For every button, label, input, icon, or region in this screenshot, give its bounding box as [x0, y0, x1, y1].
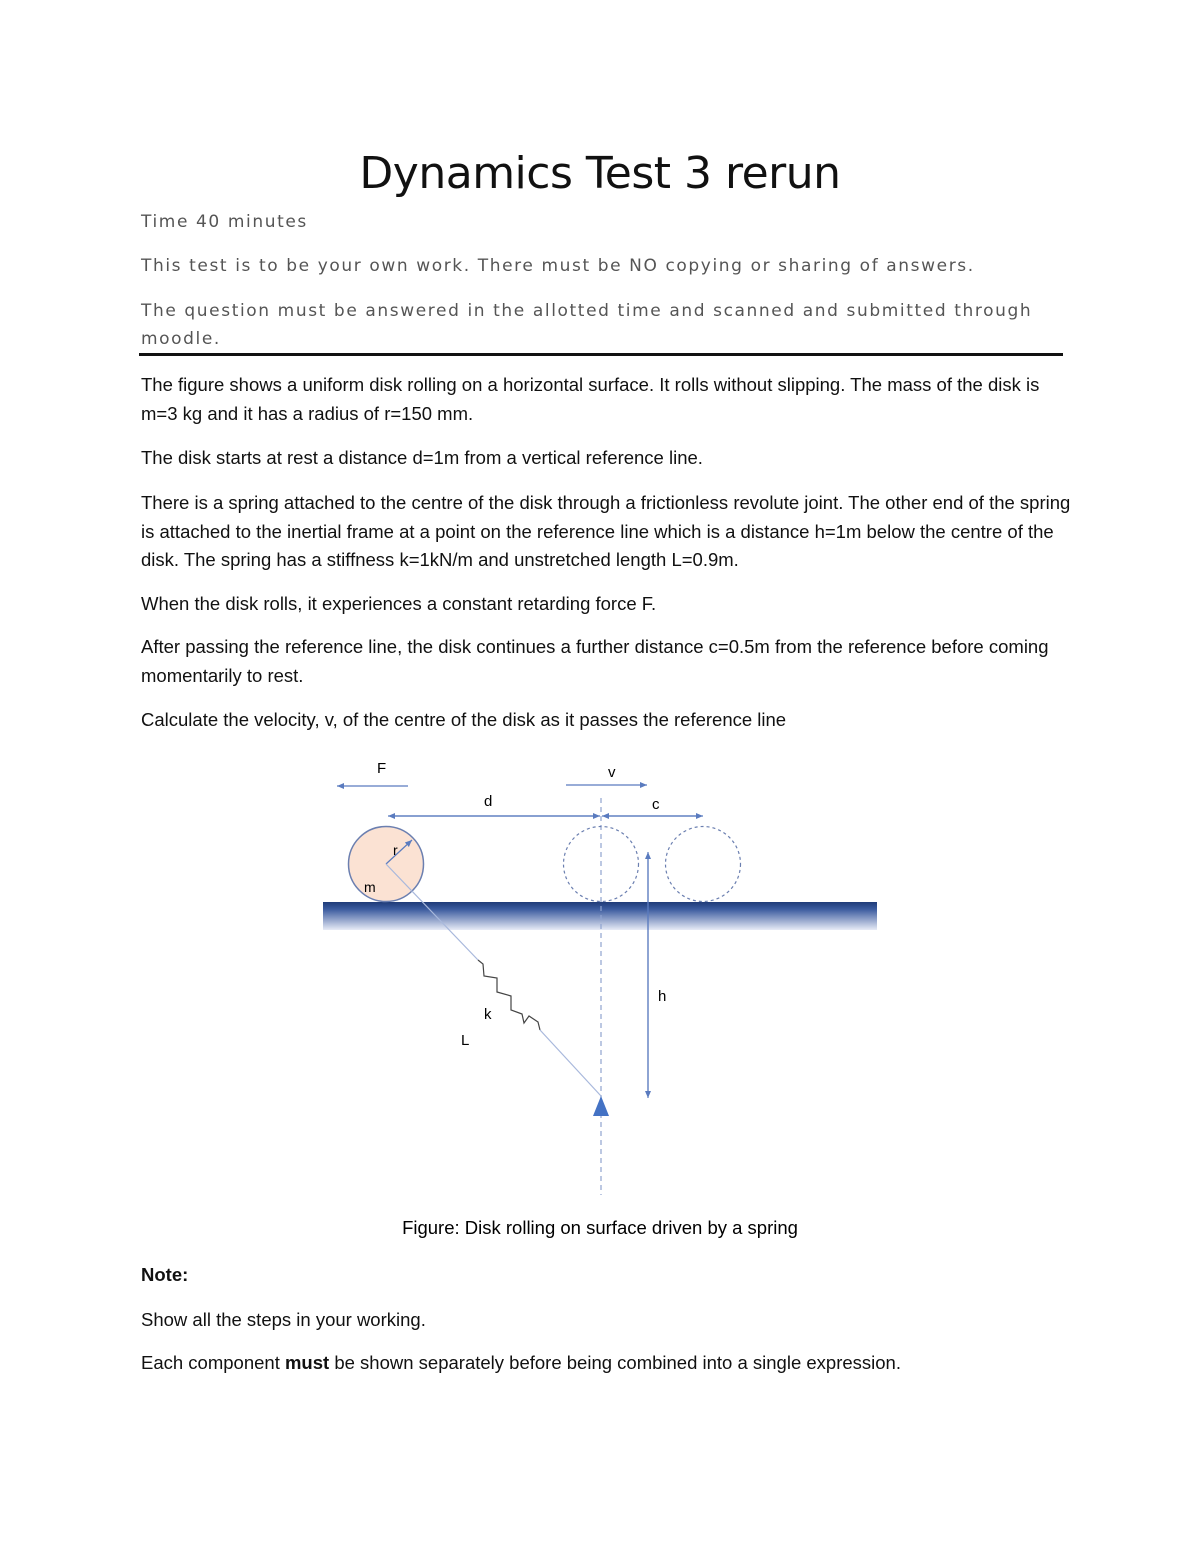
note-2-suffix: be shown separately before being combined into a single expression.	[329, 1352, 901, 1373]
question-paragraph-6: Calculate the velocity, v, of the centre of the disk as it passes the reference line	[141, 709, 787, 730]
distance-d-label: d	[484, 793, 493, 810]
spring-anchor-triangle	[593, 1096, 609, 1116]
stiffness-k-label: k	[484, 1006, 492, 1023]
note-2-prefix: Each component	[141, 1352, 285, 1373]
length-L-label: L	[461, 1032, 470, 1049]
force-label: F	[377, 760, 387, 777]
question-paragraph-4: When the disk rolls, it experiences a constant retarding force F.	[141, 593, 657, 614]
distance-c-label: c	[652, 796, 660, 813]
page-title: Dynamics Test 3 rerun	[359, 148, 841, 199]
question-paragraph-3: There is a spring attached to the centre of the disk through a frictionless revolute joint. The other end of the spring is attached to the inertial frame at a point on the reference line which is a distance h=1m below the centre of the disk. The spring has a stiffness k=1kN/m and unstretched length L=0.9m.	[141, 492, 1071, 570]
mass-label: m	[364, 879, 376, 895]
time-limit: Time 40 minutes	[141, 212, 308, 232]
height-h-label: h	[658, 988, 667, 1005]
spring-lower-segment	[540, 1030, 601, 1096]
velocity-label: v	[608, 764, 616, 781]
note-2	[141, 1349, 1071, 1378]
disk-spring-figure	[0, 740, 1200, 1210]
submission-instructions: The question must be answered in the allotted time and scanned and submitted through moodle.	[141, 301, 1033, 349]
question-paragraph-5: After passing the reference line, the disk continues a further distance c=0.5m from the reference before coming momentarily to rest.	[141, 636, 1049, 686]
honesty-statement: This test is to be your own work. There must be NO copying or sharing of answers.	[141, 256, 975, 276]
note-2-emphasis: must	[284, 1352, 330, 1373]
note-1: Show all the steps in your working.	[141, 1309, 426, 1330]
disk-at-rest-position	[666, 827, 741, 902]
question-paragraph-1: The figure shows a uniform disk rolling on a horizontal surface. It rolls without slipping. The mass of the disk is m=3 kg and it has a radius of r=150 mm.	[141, 374, 1040, 424]
radius-label: r	[393, 842, 398, 858]
question-paragraph-2: The disk starts at rest a distance d=1m from a vertical reference line.	[141, 447, 703, 468]
ground-surface	[323, 902, 877, 930]
header-divider	[139, 353, 1063, 356]
note-heading: Note:	[141, 1264, 189, 1285]
figure-caption: Figure: Disk rolling on surface driven by a spring	[402, 1217, 798, 1238]
